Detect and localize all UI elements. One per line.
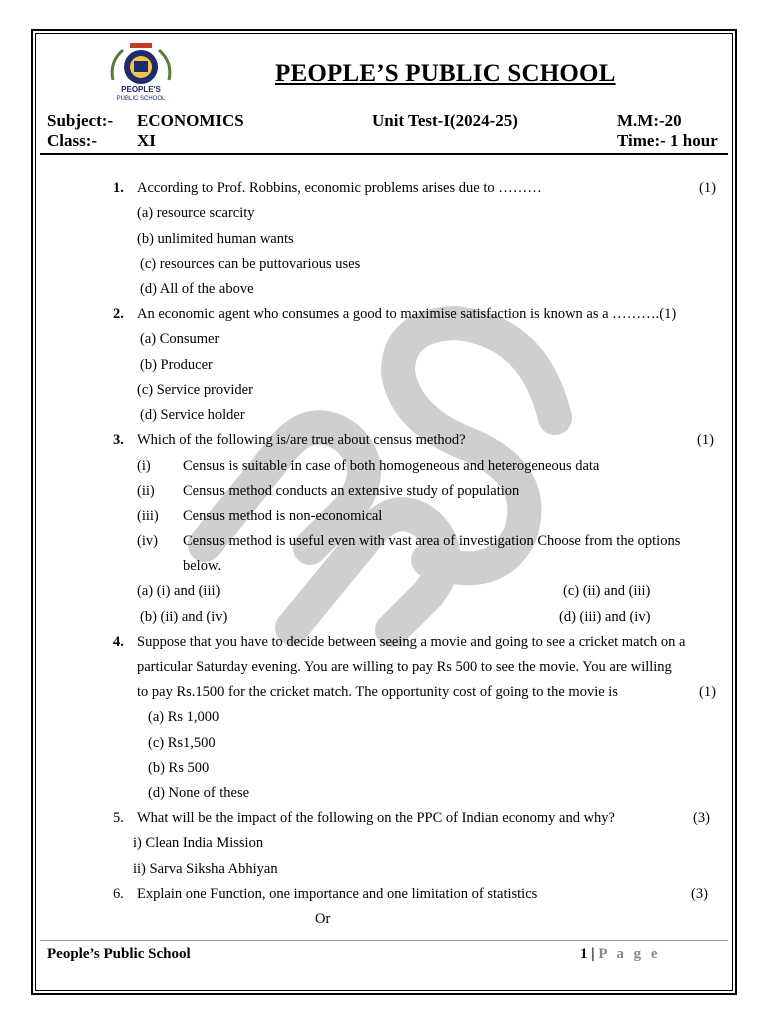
q4-option: (b) Rs 500 bbox=[148, 760, 210, 776]
q3-statement: Census method is non-economical bbox=[183, 508, 383, 524]
footer-school-name: People’s Public School bbox=[47, 946, 191, 962]
q3-roman: (iii) bbox=[137, 508, 159, 524]
q3-option: (b) (ii) and (iv) bbox=[140, 609, 228, 625]
page-word: P a g e bbox=[598, 946, 661, 962]
q3-roman: (iv) bbox=[137, 533, 158, 549]
test-name: Unit Test-I(2024-25) bbox=[372, 111, 518, 130]
page-number bbox=[580, 946, 661, 963]
school-logo bbox=[103, 40, 179, 104]
q6-or: Or bbox=[315, 911, 331, 927]
q1-option: (d) All of the above bbox=[140, 281, 254, 297]
q1-option: (c) resources can be puttovarious uses bbox=[140, 256, 361, 272]
q3-option: (a) (i) and (iii) bbox=[137, 583, 221, 599]
max-marks: M.M:-20 bbox=[617, 111, 682, 130]
header-divider bbox=[40, 153, 728, 155]
footer-divider bbox=[40, 940, 728, 941]
q2-option: (b) Producer bbox=[140, 357, 213, 373]
q3-marks: (1) bbox=[697, 432, 714, 448]
q6-marks: (3) bbox=[691, 886, 708, 902]
q5-text: What will be the impact of the following on the PPC of Indian economy and why? bbox=[137, 810, 615, 826]
q3-statement: Census method is useful even with vast area of investigation Choose from the options bbox=[183, 533, 681, 549]
time: Time:- 1 hour bbox=[617, 131, 718, 150]
q3-statement-cont: below. bbox=[183, 558, 222, 574]
q3-roman: (ii) bbox=[137, 483, 155, 499]
q3-option: (d) (iii) and (iv) bbox=[559, 609, 651, 625]
q3-roman: (i) bbox=[137, 458, 151, 474]
school-name: PEOPLE’S PUBLIC SCHOOL bbox=[275, 60, 616, 87]
q3-statement: Census is suitable in case of both homogeneous and heterogeneous data bbox=[183, 458, 600, 474]
q3-text: Which of the following is/are true about census method? bbox=[137, 432, 466, 448]
q1-option: (b) unlimited human wants bbox=[137, 231, 294, 247]
q4-number: 4. bbox=[113, 634, 124, 650]
q4-option: (c) Rs1,500 bbox=[148, 735, 216, 751]
watermark-text: PPS bbox=[0, 0, 2, 1]
q3-option: (c) (ii) and (iii) bbox=[563, 583, 651, 599]
svg-text:PEOPLE'S: PEOPLE'S bbox=[121, 85, 161, 94]
q6-text: Explain one Function, one importance and one limitation of statistics bbox=[137, 886, 538, 902]
svg-text:PUBLIC SCHOOL: PUBLIC SCHOOL bbox=[116, 96, 166, 102]
q4-text: to pay Rs.1500 for the cricket match. The opportunity cost of going to the movie is bbox=[137, 684, 618, 700]
q6-number: 6. bbox=[113, 886, 124, 902]
q5-item: ii) Sarva Siksha Abhiyan bbox=[133, 861, 278, 877]
q3-number: 3. bbox=[113, 432, 124, 448]
q4-marks: (1) bbox=[699, 684, 716, 700]
q2-option: (d) Service holder bbox=[140, 407, 245, 423]
class-value: XI bbox=[137, 131, 156, 150]
q3-statement: Census method conducts an extensive study of population bbox=[183, 483, 520, 499]
q4-text: Suppose that you have to decide between seeing a movie and going to see a cricket match on a bbox=[137, 634, 686, 650]
class-label: Class:- bbox=[47, 131, 98, 150]
q5-number: 5. bbox=[113, 810, 124, 826]
q2-number: 2. bbox=[113, 306, 124, 322]
q2-text: An economic agent who consumes a good to maximise satisfaction is known as a ……….(1) bbox=[137, 306, 677, 322]
q4-text: particular Saturday evening. You are willing to pay Rs 500 to see the movie. You are willing bbox=[137, 659, 672, 675]
q2-option: (c) Service provider bbox=[137, 382, 253, 398]
q5-item: i) Clean India Mission bbox=[133, 835, 264, 851]
q5-marks: (3) bbox=[693, 810, 710, 826]
q1-option: (a) resource scarcity bbox=[137, 205, 255, 221]
q2-option: (a) Consumer bbox=[140, 331, 220, 347]
q1-text: According to Prof. Robbins, economic problems arises due to ……… bbox=[137, 180, 542, 196]
q1-number: 1. bbox=[113, 180, 124, 196]
page-separator: | bbox=[591, 946, 595, 962]
subject-label: Subject:- bbox=[47, 111, 114, 130]
subject-value: ECONOMICS bbox=[137, 111, 244, 130]
q1-marks: (1) bbox=[699, 180, 716, 196]
q4-option: (d) None of these bbox=[148, 785, 250, 801]
q4-option: (a) Rs 1,000 bbox=[148, 709, 220, 725]
page-number-value: 1 bbox=[580, 946, 588, 962]
